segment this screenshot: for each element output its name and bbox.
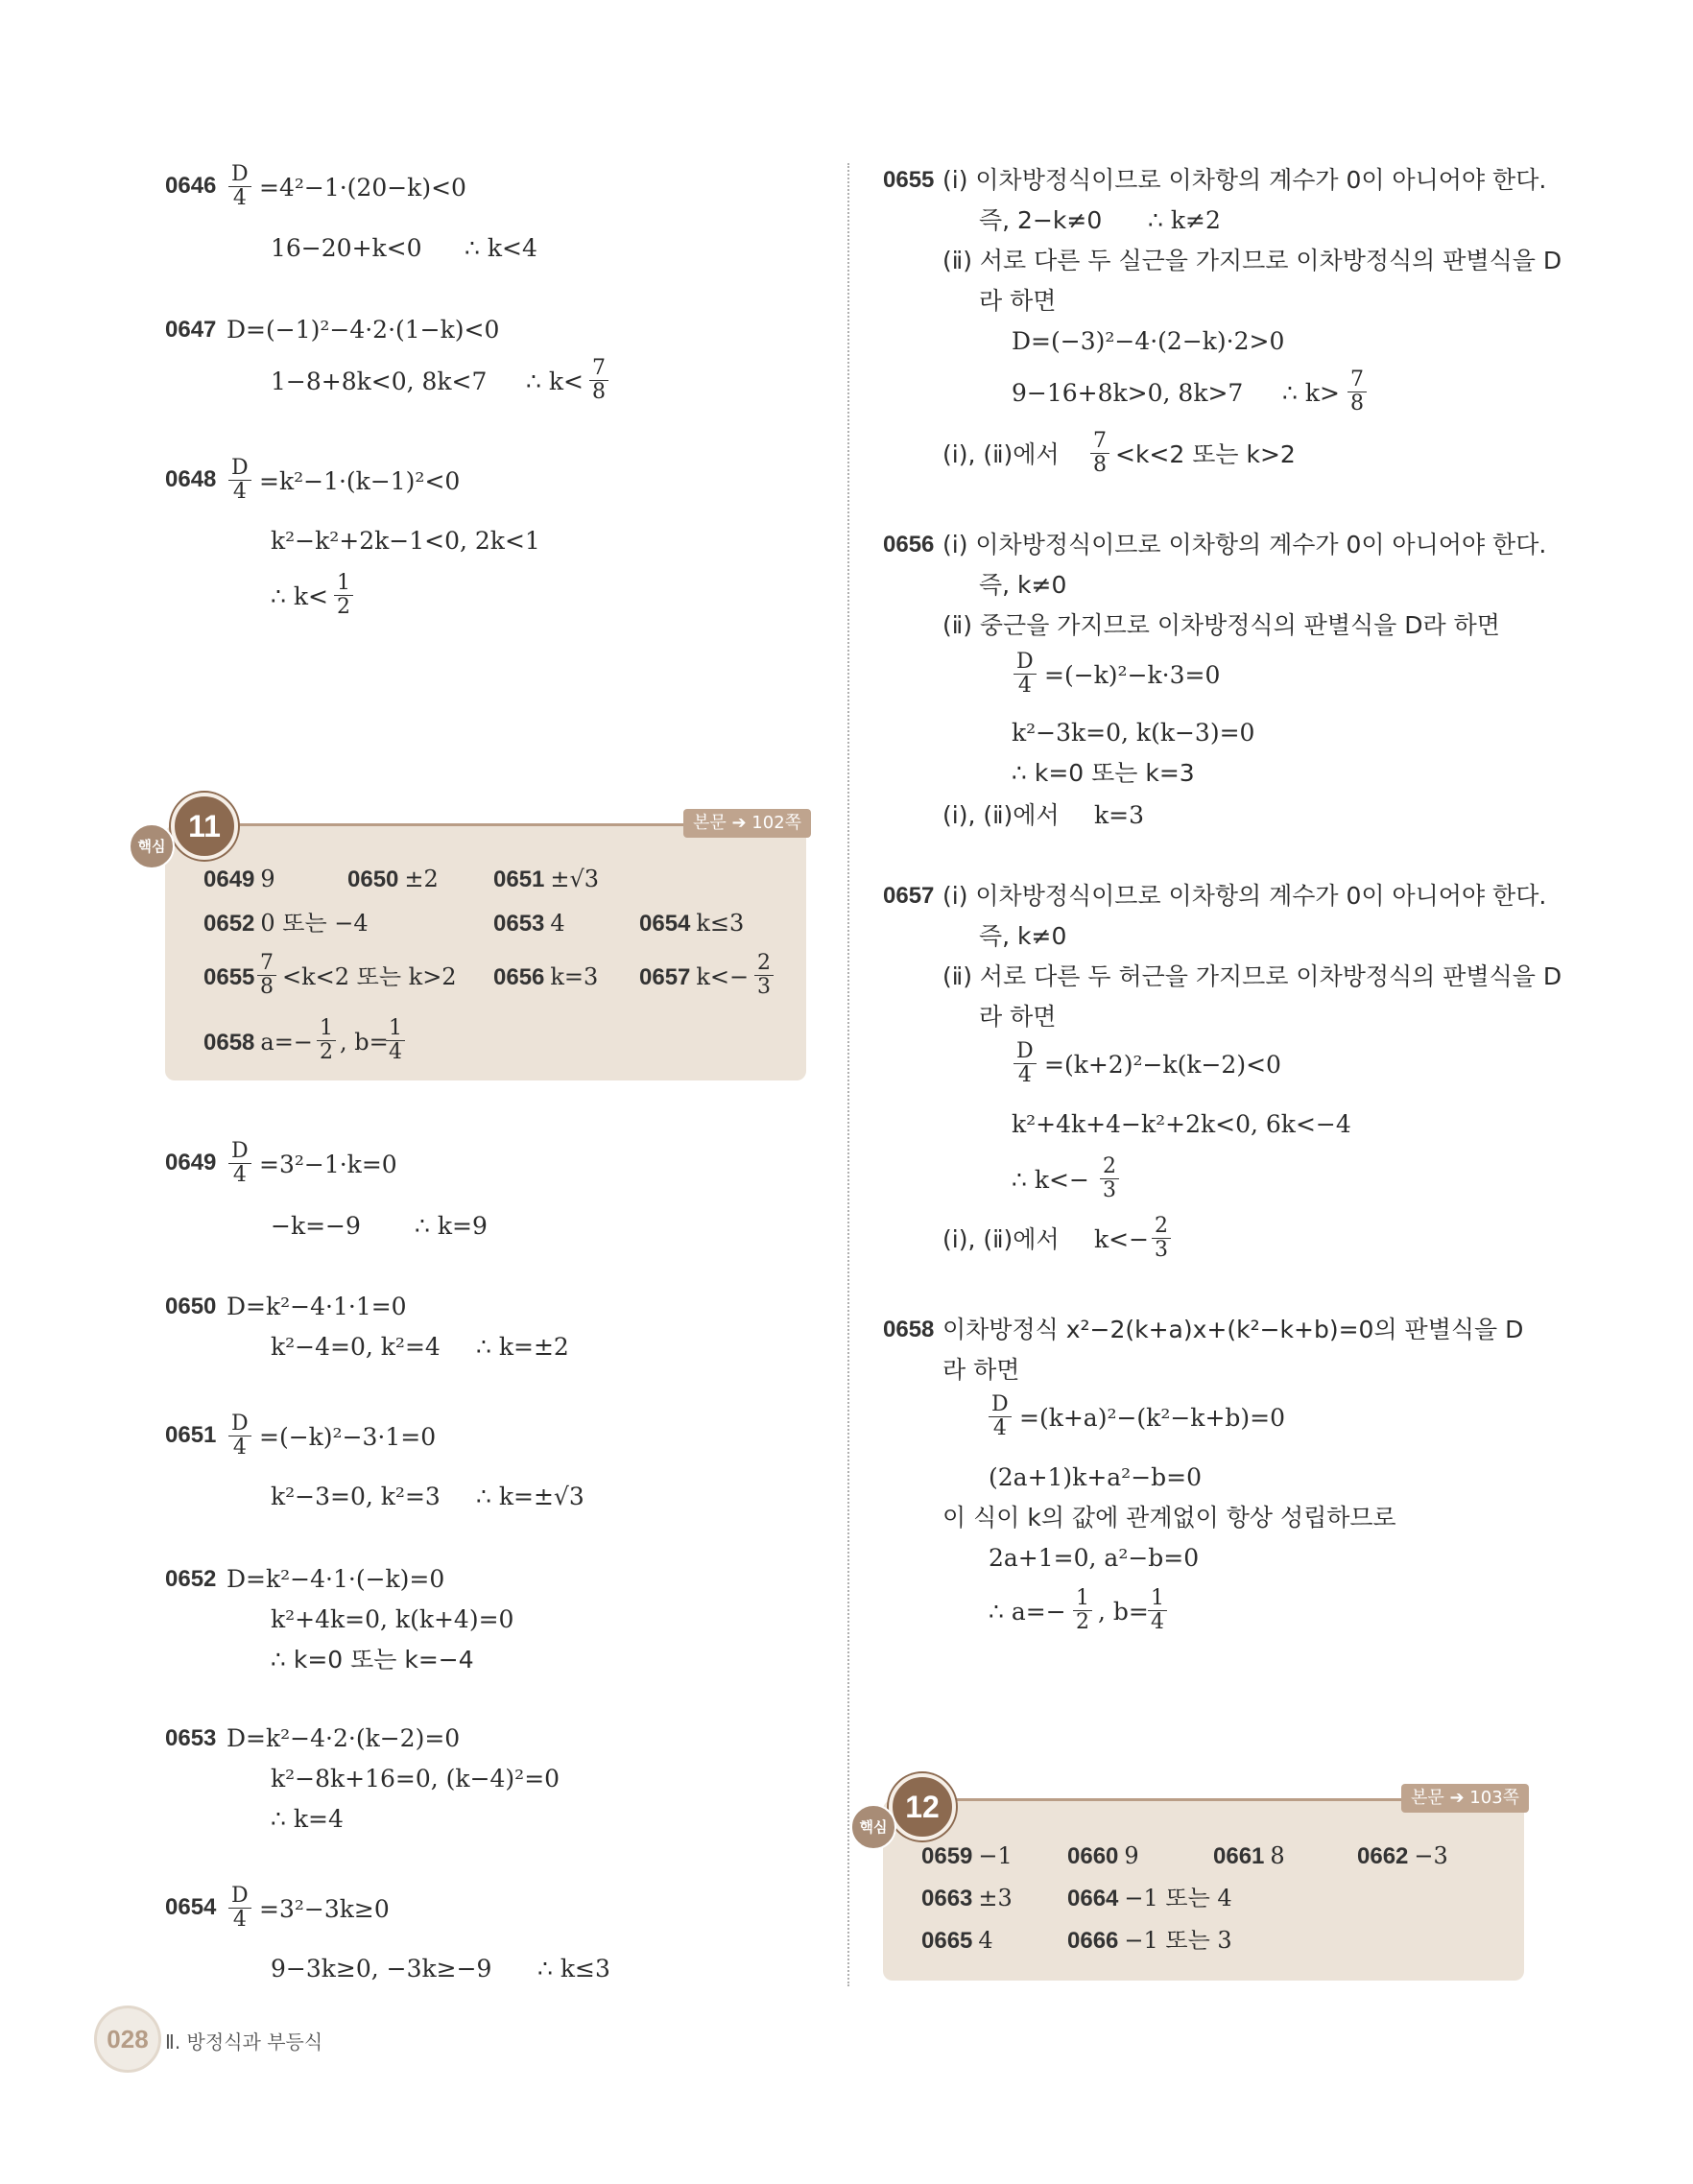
equation-result: , b=	[1098, 1598, 1149, 1626]
equation-line: =(k+2)²−k(k−2)<0	[1044, 1051, 1281, 1079]
equation-line: 1−8+8k<0, 8k<7	[271, 368, 488, 395]
answer-item: 0656 k=3	[493, 963, 599, 990]
equation-result: ∴ k=0 또는 k=3	[1012, 759, 1195, 787]
fraction: $\frac{2}{3}$	[754, 952, 774, 999]
equation-result: k=3	[1094, 801, 1145, 829]
fraction: $\frac{1}{4}$	[1148, 1587, 1167, 1634]
equation-result: k<−	[1094, 1225, 1150, 1253]
core-tag: 핵심	[129, 823, 175, 869]
equation-result: ∴ k<−	[1012, 1166, 1089, 1194]
text-line: (ⅱ) 서로 다른 두 허근을 가지므로 이차방정식의 판별식을 D	[942, 962, 1562, 990]
problem-number: 0653	[165, 1725, 217, 1751]
equation-result: ∴ k=0 또는 k=−4	[271, 1646, 474, 1674]
answer-item: 0655	[203, 964, 255, 990]
text-line: (ⅰ), (ⅱ)에서	[942, 1225, 1060, 1253]
equation-result: <k<2 또는 k>2	[1115, 440, 1296, 468]
equation-line: −k=−9	[271, 1212, 361, 1240]
equation-line: k²−3k=0, k(k−3)=0	[1012, 719, 1255, 747]
equation-result: ∴ k<4	[465, 234, 537, 262]
equation-result: ∴ a=−	[989, 1598, 1066, 1626]
fraction: $\frac{D}{4}$	[228, 457, 251, 504]
problem-number: 0655	[883, 167, 935, 193]
fraction: $\frac{7}{8}$	[589, 357, 608, 404]
equation-line: k²−3=0, k²=3	[271, 1483, 441, 1510]
answer-item: 0649 9	[203, 866, 275, 892]
problem-number: 0649	[165, 1150, 217, 1175]
fraction: $\frac{2}{3}$	[1152, 1215, 1171, 1262]
answer-item: 0657 k<−	[639, 963, 750, 990]
equation-line: k²−8k+16=0, (k−4)²=0	[271, 1765, 560, 1792]
text-line: 즉, k≠0	[979, 571, 1067, 599]
fraction: $\frac{D}{4}$	[228, 163, 251, 210]
problem-number: 0650	[165, 1294, 217, 1319]
fraction: $\frac{D}{4}$	[228, 1885, 251, 1932]
answer-item: 0661 8	[1213, 1842, 1285, 1869]
equation-line: =(−k)²−k·3=0	[1044, 661, 1221, 689]
problem-number: 0646	[165, 173, 217, 199]
text-line: (ⅰ), (ⅱ)에서	[942, 440, 1060, 468]
problem-number: 0651	[165, 1422, 217, 1448]
answer-item: 0650 ±2	[347, 866, 439, 892]
answer-item: 0658 a=−	[203, 1029, 313, 1056]
problem-number: 0656	[883, 532, 935, 558]
page-number: 028	[94, 2006, 161, 2073]
problem-number: 0652	[165, 1566, 217, 1592]
answer-item: 0652 0 또는 −4	[203, 910, 369, 937]
equation-line: k²+4k=0, k(k+4)=0	[271, 1605, 514, 1633]
answer-value: , b=	[340, 1029, 389, 1056]
equation-line: =(k+a)²−(k²−k+b)=0	[1019, 1404, 1286, 1432]
equation-line: =3²−1·k=0	[259, 1151, 397, 1178]
fraction: $\frac{D}{4}$	[1013, 1040, 1037, 1087]
equation-result: ∴ k≤3	[537, 1955, 610, 1982]
fraction: $\frac{D}{4}$	[1013, 651, 1037, 698]
equation-result: ∴ k>	[1282, 379, 1340, 407]
problem-number: 0658	[883, 1317, 935, 1342]
equation-line: D=k²−4·2·(k−2)=0	[227, 1724, 461, 1752]
text-line: (ⅰ) 이차방정식이므로 이차항의 계수가 0이 아니어야 한다.	[942, 166, 1547, 194]
equation-line: =(−k)²−3·1=0	[259, 1423, 437, 1451]
section-badge: 12	[889, 1773, 956, 1840]
equation-result: ∴ k=9	[415, 1212, 488, 1240]
section-badge: 11	[171, 793, 238, 860]
core-tag: 핵심	[850, 1804, 896, 1850]
answer-item: 0664 −1 또는 4	[1067, 1885, 1232, 1911]
equation-line: 9−3k≥0, −3k≥−9	[271, 1955, 492, 1982]
equation-line: D=k²−4·1·(−k)=0	[227, 1565, 445, 1593]
answer-item: 0654 k≤3	[639, 910, 745, 937]
fraction: $\frac{7}{8}$	[1090, 430, 1109, 477]
fraction: $\frac{1}{2}$	[1073, 1587, 1092, 1634]
text-line: (ⅰ) 이차방정식이므로 이차항의 계수가 0이 아니어야 한다.	[942, 531, 1547, 558]
fraction: $\frac{7}{8}$	[1347, 368, 1367, 415]
answer-item: 0663 ±3	[921, 1885, 1013, 1911]
equation-line: k²+4k+4−k²+2k<0, 6k<−4	[1012, 1110, 1351, 1138]
text-line: (ⅱ) 중근을 가지므로 이차방정식의 판별식을 D라 하면	[942, 611, 1500, 639]
equation-line: D=k²−4·1·1=0	[227, 1293, 407, 1320]
problem-number: 0647	[165, 317, 217, 343]
column-divider	[847, 163, 849, 1986]
equation-line: k²−4=0, k²=4	[271, 1333, 441, 1361]
equation-line: 2a+1=0, a²−b=0	[989, 1544, 1200, 1572]
equation-result: ∴ k<	[526, 368, 584, 395]
text-line: 라 하면	[942, 1356, 1020, 1384]
equation-line: 9−16+8k>0, 8k>7	[1012, 379, 1244, 407]
text-line: 이차방정식 x²−2(k+a)x+(k²−k+b)=0의 판별식을 D	[942, 1316, 1524, 1343]
equation-line: k²−k²+2k−1<0, 2k<1	[271, 527, 540, 555]
problem-number: 0657	[883, 883, 935, 909]
equation-line: 16−20+k<0	[271, 234, 422, 262]
equation-line: D=(−1)²−4·2·(1−k)<0	[227, 316, 500, 344]
answer-item: 0659 −1	[921, 1842, 1013, 1869]
equation-line: (2a+1)k+a²−b=0	[989, 1463, 1202, 1491]
fraction: $\frac{D}{4}$	[228, 1140, 251, 1187]
text-line: (ⅱ) 서로 다른 두 실근을 가지므로 이차방정식의 판별식을 D	[942, 247, 1562, 274]
fraction: $\frac{1}{2}$	[334, 572, 353, 619]
fraction: $\frac{D}{4}$	[989, 1393, 1012, 1440]
answer-value: <k<2 또는 k>2	[282, 963, 457, 990]
fraction: $\frac{D}{4}$	[228, 1412, 251, 1460]
chapter-title: Ⅱ. 방정식과 부등식	[165, 2030, 323, 2053]
equation-result: ∴ k=4	[271, 1805, 344, 1833]
fraction: $\frac{2}{3}$	[1100, 1155, 1119, 1202]
problem-number: 0654	[165, 1894, 217, 1920]
text-line: 라 하면	[979, 287, 1057, 315]
fraction: $\frac{7}{8}$	[257, 952, 276, 999]
equation-line: =4²−1·(20−k)<0	[259, 174, 466, 202]
equation-result: ∴ k≠2	[1148, 206, 1221, 234]
equation-result: ∴ k<	[271, 582, 328, 610]
fraction: $\frac{1}{2}$	[317, 1017, 336, 1064]
text-line: 즉, k≠0	[979, 922, 1067, 950]
equation-line: =3²−3k≥0	[259, 1895, 390, 1923]
equation-line: D=(−3)²−4·(2−k)·2>0	[1012, 327, 1285, 355]
answer-item: 0651 ±√3	[493, 866, 600, 892]
fraction: $\frac{1}{4}$	[386, 1017, 405, 1064]
equation-result: ∴ k=±√3	[476, 1483, 584, 1510]
answer-item: 0653 4	[493, 910, 565, 937]
answer-item: 0666 −1 또는 3	[1067, 1927, 1232, 1954]
text-line: (ⅰ) 이차방정식이므로 이차항의 계수가 0이 아니어야 한다.	[942, 882, 1547, 910]
answer-item: 0660 9	[1067, 1842, 1139, 1869]
problem-number: 0648	[165, 466, 217, 492]
answer-item: 0665 4	[921, 1927, 993, 1954]
answer-item: 0662 −3	[1357, 1842, 1448, 1869]
page-reference: 본문 ➔ 102쪽	[683, 809, 811, 838]
equation-line: =k²−1·(k−1)²<0	[259, 467, 461, 495]
text-line: 이 식이 k의 값에 관계없이 항상 성립하므로	[942, 1504, 1396, 1531]
page-reference: 본문 ➔ 103쪽	[1401, 1784, 1529, 1813]
text-line: 라 하면	[979, 1003, 1057, 1031]
text-line: 즉, 2−k≠0	[979, 206, 1103, 234]
text-line: (ⅰ), (ⅱ)에서	[942, 801, 1060, 829]
equation-result: ∴ k=±2	[476, 1333, 569, 1361]
